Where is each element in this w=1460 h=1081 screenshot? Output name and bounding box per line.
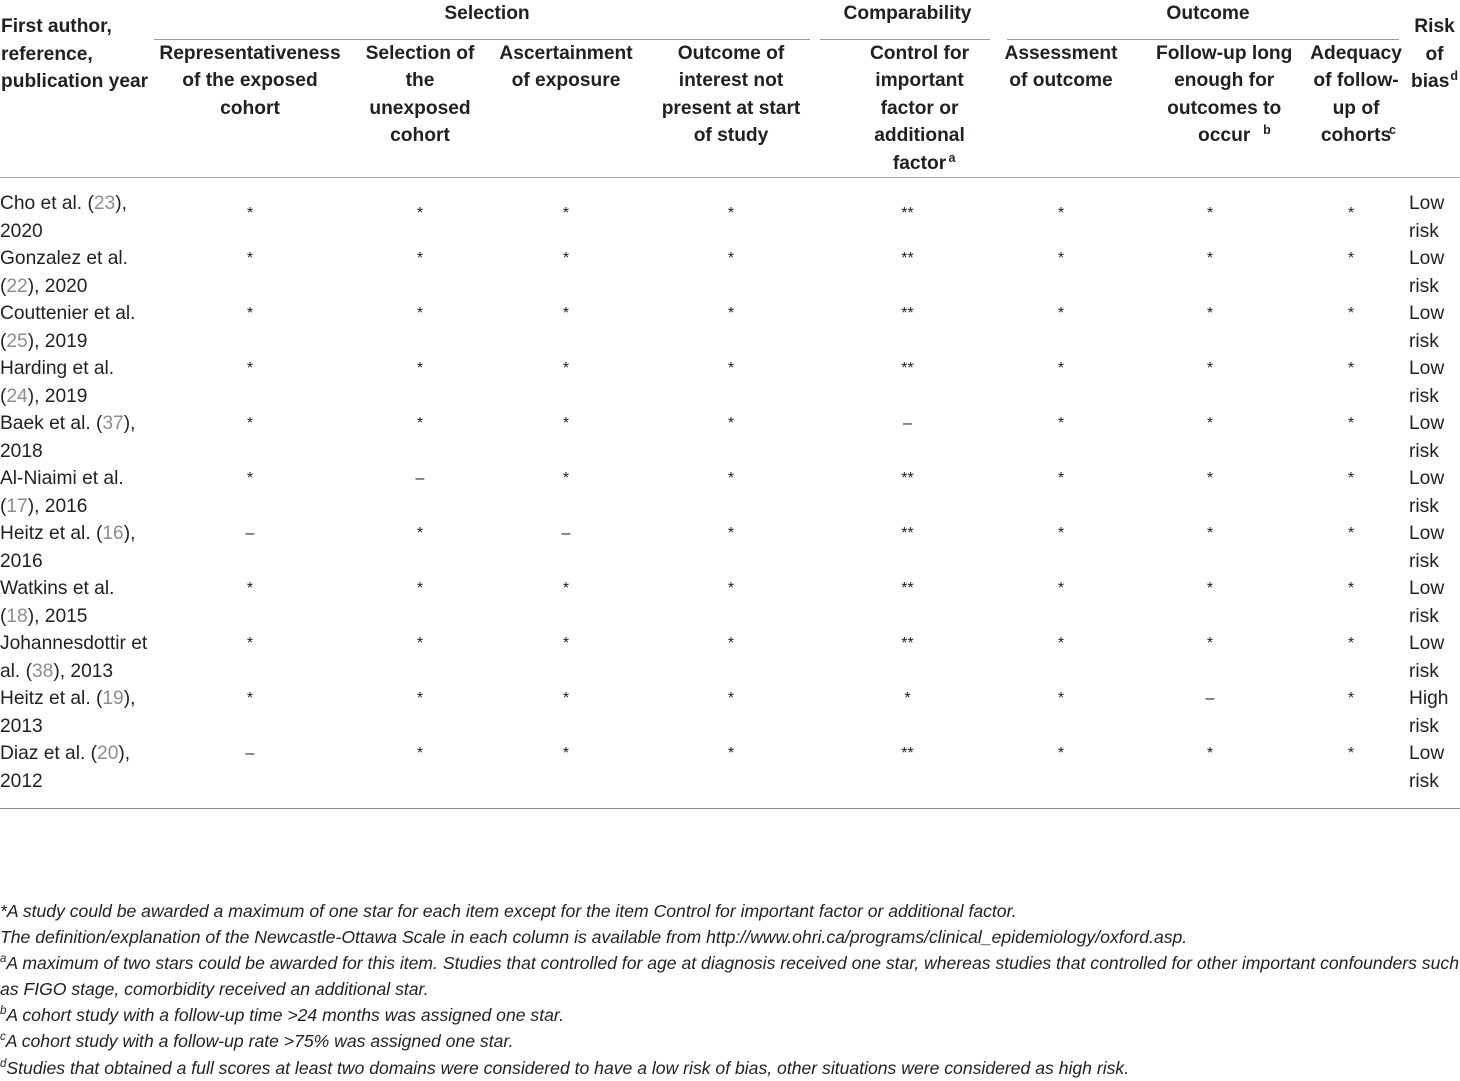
footnote-c-mark: c	[0, 1031, 6, 1044]
score-representativeness: *	[246, 415, 254, 432]
score-ascertainment: *	[562, 580, 570, 597]
header-selection-unexposed-label: Selection of the unexposed cohort	[365, 42, 475, 146]
header-assessment-label: Assessment of outcome	[1004, 42, 1118, 91]
score-assessment: *	[1057, 635, 1065, 652]
study-author-name: Gonzalez et al. (	[0, 248, 128, 297]
footnote-b-text: A cohort study with a follow-up time >24 months was assigned one star.	[6, 1005, 564, 1026]
score-representativeness: –	[150, 740, 350, 809]
study-reference-link[interactable]: 19	[102, 688, 124, 709]
score-representativeness: *	[246, 360, 254, 377]
study-author	[0, 685, 150, 740]
study-year: ), 2019	[27, 330, 88, 352]
score-adequacy: *	[1347, 360, 1355, 377]
score-representativeness: *	[246, 470, 254, 487]
score-assessment: *	[1057, 205, 1065, 222]
score-outcome-not-present: *	[727, 360, 735, 377]
header-group-selection-label: Selection	[444, 3, 530, 24]
score-assessment: *	[1057, 415, 1065, 432]
score-selection-unexposed: *	[416, 305, 424, 322]
score-ascertainment: *	[562, 205, 570, 222]
score-control-factor: **	[901, 635, 914, 652]
footnote-a	[0, 950, 1460, 1002]
footnote-d	[0, 1055, 1460, 1081]
footnote-d-text: Studies that obtained a full scores at least two domains were considered to have a low risk of bias, other situations were considered as high risk.	[6, 1057, 1130, 1078]
risk-of-bias: Low risk	[1409, 578, 1445, 627]
footnote-star: *A study could be awarded a maximum of one star for each item except for the item Control for important factor or additional factor.	[0, 901, 1017, 921]
score-ascertainment: *	[562, 305, 570, 322]
study-author-name: Diaz et al. (	[0, 743, 98, 764]
score-control-factor: *	[904, 690, 911, 707]
header-ascertainment	[490, 40, 642, 178]
table-row	[0, 630, 1460, 685]
table-row	[0, 410, 1460, 465]
score-followup-long: *	[1206, 635, 1214, 652]
study-year: ), 2018	[0, 413, 136, 462]
study-author	[0, 245, 150, 300]
study-reference-link[interactable]: 17	[6, 495, 28, 517]
score-assessment: *	[1057, 580, 1065, 597]
score-outcome-not-present: *	[642, 740, 820, 809]
header-author	[0, 0, 150, 178]
score-control-factor: **	[901, 360, 914, 377]
score-selection-unexposed: *	[416, 635, 424, 652]
footnote-c-text: A cohort study with a follow-up rate >75% was assigned one star.	[5, 1031, 514, 1052]
study-author-name: Heitz et al. (	[0, 688, 103, 709]
score-followup-long: *	[1206, 305, 1214, 322]
table-row	[0, 465, 1460, 520]
score-ascertainment: *	[562, 415, 570, 432]
study-author	[0, 630, 150, 685]
header-group-outcome-label: Outcome	[1166, 3, 1250, 24]
header-outcome-not-present-label: Outcome of interest not present at start of study	[661, 42, 801, 146]
score-control-factor: **	[901, 525, 914, 542]
header-risk-sup: d	[1450, 69, 1459, 83]
score-adequacy: *	[1347, 635, 1355, 652]
score-outcome-not-present: *	[727, 205, 735, 222]
score-adequacy: *	[1293, 740, 1409, 809]
score-ascertainment: *	[562, 470, 570, 487]
score-selection-unexposed: *	[416, 360, 424, 377]
study-year: ), 2020	[27, 275, 88, 297]
score-adequacy: *	[1347, 470, 1355, 487]
study-author	[0, 355, 150, 410]
header-followup-long-label: Follow-up long enough for outcomes to occur	[1155, 42, 1293, 146]
score-ascertainment: *	[490, 740, 642, 809]
study-author-name: Heitz et al. (	[0, 523, 103, 544]
study-year: ), 2012	[0, 743, 131, 792]
score-assessment: *	[1057, 305, 1065, 322]
score-selection-unexposed: *	[416, 690, 424, 707]
study-reference-link[interactable]: 24	[6, 385, 28, 407]
score-representativeness: *	[246, 690, 254, 707]
study-author	[0, 465, 150, 520]
score-followup-long: *	[1206, 470, 1214, 487]
risk-of-bias: Low risk	[1409, 740, 1460, 809]
footnote-c	[0, 1028, 1460, 1054]
score-representativeness: *	[246, 635, 254, 652]
header-selection-unexposed	[350, 40, 490, 178]
score-adequacy: *	[1347, 580, 1355, 597]
score-representativeness: *	[246, 205, 254, 222]
footnote-definition: The definition/explanation of the Newcastle-Ottawa Scale in each column is available from http://www.ohri.ca/programs/clinical_epidemiology/oxford.asp.	[0, 927, 1188, 948]
score-followup-long: –	[1205, 690, 1215, 707]
risk-of-bias: Low risk	[1409, 193, 1445, 242]
score-outcome-not-present: *	[727, 470, 735, 487]
study-year: ), 2013	[0, 688, 136, 737]
header-followup-long	[1127, 40, 1293, 178]
score-representativeness: *	[246, 250, 254, 267]
score-control-factor: –	[903, 415, 912, 432]
header-group-comparability	[820, 0, 995, 40]
header-adequacy-sup: c	[1389, 123, 1396, 137]
study-year: ), 2019	[27, 385, 88, 407]
score-selection-unexposed: *	[416, 250, 424, 267]
header-group-outcome	[995, 0, 1409, 40]
header-group-selection	[150, 0, 820, 40]
study-reference-link[interactable]: 25	[6, 330, 28, 352]
score-outcome-not-present: *	[727, 690, 735, 707]
header-risk	[1409, 0, 1460, 178]
study-year: ), 2016	[0, 523, 136, 572]
score-assessment: *	[1057, 250, 1065, 267]
study-reference-link[interactable]: 18	[6, 605, 28, 627]
header-ascertainment-label: Ascertainment of exposure	[499, 42, 633, 91]
footnote-a-text: A maximum of two stars could be awarded for this item. Studies that controlled for age at diagnosis received one star, whereas studies that controlled for other important confounders such as FIGO stage, comorbidity received an additional star.	[0, 953, 1459, 1000]
score-adequacy: *	[1347, 690, 1355, 707]
score-selection-unexposed: –	[415, 470, 425, 487]
risk-of-bias: Low risk	[1409, 633, 1445, 682]
score-followup-long: *	[1206, 205, 1214, 222]
table-row	[0, 355, 1460, 410]
score-assessment: *	[1057, 360, 1065, 377]
header-outcome-not-present	[642, 40, 820, 178]
table-row	[0, 178, 1460, 246]
score-control-factor: **	[901, 250, 914, 267]
score-selection-unexposed: *	[350, 740, 490, 809]
header-author-label: First author, reference, publication year	[1, 16, 149, 92]
table-row	[0, 740, 1460, 809]
study-author	[0, 740, 150, 809]
score-followup-long: *	[1206, 360, 1214, 377]
header-control-factor-label: Control for important factor or additional factor	[869, 42, 970, 174]
study-reference-link[interactable]: 23	[93, 193, 116, 214]
score-representativeness: *	[246, 305, 254, 322]
score-outcome-not-present: *	[727, 525, 735, 542]
study-author-name: Baek et al. (	[0, 413, 103, 434]
score-ascertainment: –	[561, 525, 571, 542]
risk-of-bias: High risk	[1409, 688, 1449, 737]
header-adequacy-label: Adequacy of follow-up of cohorts	[1310, 42, 1402, 146]
study-author	[0, 178, 150, 246]
table-body	[0, 178, 1460, 809]
header-control-factor-sup: a	[948, 150, 956, 165]
study-year: ), 2020	[0, 193, 127, 242]
study-reference-link[interactable]: 22	[6, 275, 28, 297]
score-assessment: *	[1057, 525, 1065, 542]
score-control-factor: **	[901, 470, 914, 487]
study-author	[0, 520, 150, 575]
risk-of-bias: Low risk	[1409, 303, 1445, 352]
study-year: ), 2013	[53, 660, 114, 682]
risk-of-bias: Low risk	[1409, 358, 1445, 407]
score-ascertainment: *	[562, 360, 570, 377]
header-followup-long-sup: b	[1263, 123, 1271, 137]
study-year: ), 2015	[27, 605, 88, 627]
risk-of-bias: Low risk	[1409, 413, 1445, 462]
study-year: ), 2016	[27, 495, 88, 517]
header-assessment	[995, 40, 1127, 178]
score-assessment: *	[995, 740, 1127, 809]
study-reference-link[interactable]: 38	[32, 660, 54, 682]
footnotes	[0, 898, 1460, 1081]
study-reference-link[interactable]: 37	[102, 413, 124, 434]
score-outcome-not-present: *	[727, 305, 735, 322]
study-author-name: Watkins et al. (	[0, 578, 115, 627]
study-author-name: Harding et al. (	[0, 358, 115, 407]
score-assessment: *	[1057, 690, 1065, 707]
footnote-a-mark: a	[0, 953, 7, 966]
study-reference-link[interactable]: 20	[97, 743, 119, 764]
study-author-name: Couttenier et al. (	[0, 303, 136, 352]
score-followup-long: *	[1127, 740, 1293, 809]
score-ascertainment: *	[562, 250, 570, 267]
score-outcome-not-present: *	[727, 635, 735, 652]
score-ascertainment: *	[562, 690, 570, 707]
header-adequacy	[1293, 40, 1409, 178]
score-selection-unexposed: *	[416, 525, 424, 542]
score-selection-unexposed: *	[416, 205, 424, 222]
score-assessment: *	[1057, 470, 1065, 487]
header-representativeness-label: Representativeness of the exposed cohort	[159, 42, 341, 119]
score-ascertainment: *	[562, 635, 570, 652]
header-representativeness	[150, 40, 350, 178]
score-selection-unexposed: *	[416, 580, 424, 597]
risk-of-bias: Low risk	[1409, 468, 1445, 517]
score-followup-long: *	[1206, 415, 1214, 432]
risk-of-bias: Low risk	[1409, 523, 1445, 572]
score-control-factor: **	[901, 305, 914, 322]
header-control-factor	[820, 40, 995, 178]
score-outcome-not-present: *	[727, 580, 735, 597]
header-group-comparability-label: Comparability	[843, 3, 972, 24]
score-control-factor: **	[901, 580, 914, 597]
table-row	[0, 685, 1460, 740]
table-row	[0, 520, 1460, 575]
score-adequacy: *	[1347, 250, 1355, 267]
score-adequacy: *	[1347, 205, 1355, 222]
study-reference-link[interactable]: 16	[102, 523, 124, 544]
footnote-d-mark: d	[0, 1057, 7, 1070]
footnote-b-mark: b	[0, 1005, 7, 1018]
study-author-name: Cho et al. (	[0, 193, 94, 214]
risk-of-bias: Low risk	[1409, 248, 1445, 297]
study-author-name: Johannesdottir et al. (	[0, 633, 148, 682]
study-author-name: Al-Niaimi et al. (	[0, 468, 124, 517]
score-selection-unexposed: *	[416, 415, 424, 432]
table-row	[0, 300, 1460, 355]
score-adequacy: *	[1347, 305, 1355, 322]
score-adequacy: *	[1347, 415, 1355, 432]
study-author	[0, 575, 150, 630]
score-outcome-not-present: *	[727, 415, 735, 432]
footnote-b	[0, 1002, 1460, 1028]
table-row	[0, 245, 1460, 300]
score-followup-long: *	[1206, 525, 1214, 542]
score-followup-long: *	[1206, 250, 1214, 267]
score-followup-long: *	[1206, 580, 1214, 597]
score-control-factor: **	[901, 205, 914, 222]
score-outcome-not-present: *	[727, 250, 735, 267]
study-author	[0, 410, 150, 465]
score-representativeness: *	[246, 580, 254, 597]
table-row	[0, 575, 1460, 630]
header-risk-label: Risk of bias	[1410, 16, 1455, 92]
score-representativeness: –	[245, 525, 255, 542]
score-adequacy: *	[1347, 525, 1355, 542]
study-author	[0, 300, 150, 355]
score-control-factor: **	[820, 740, 995, 809]
